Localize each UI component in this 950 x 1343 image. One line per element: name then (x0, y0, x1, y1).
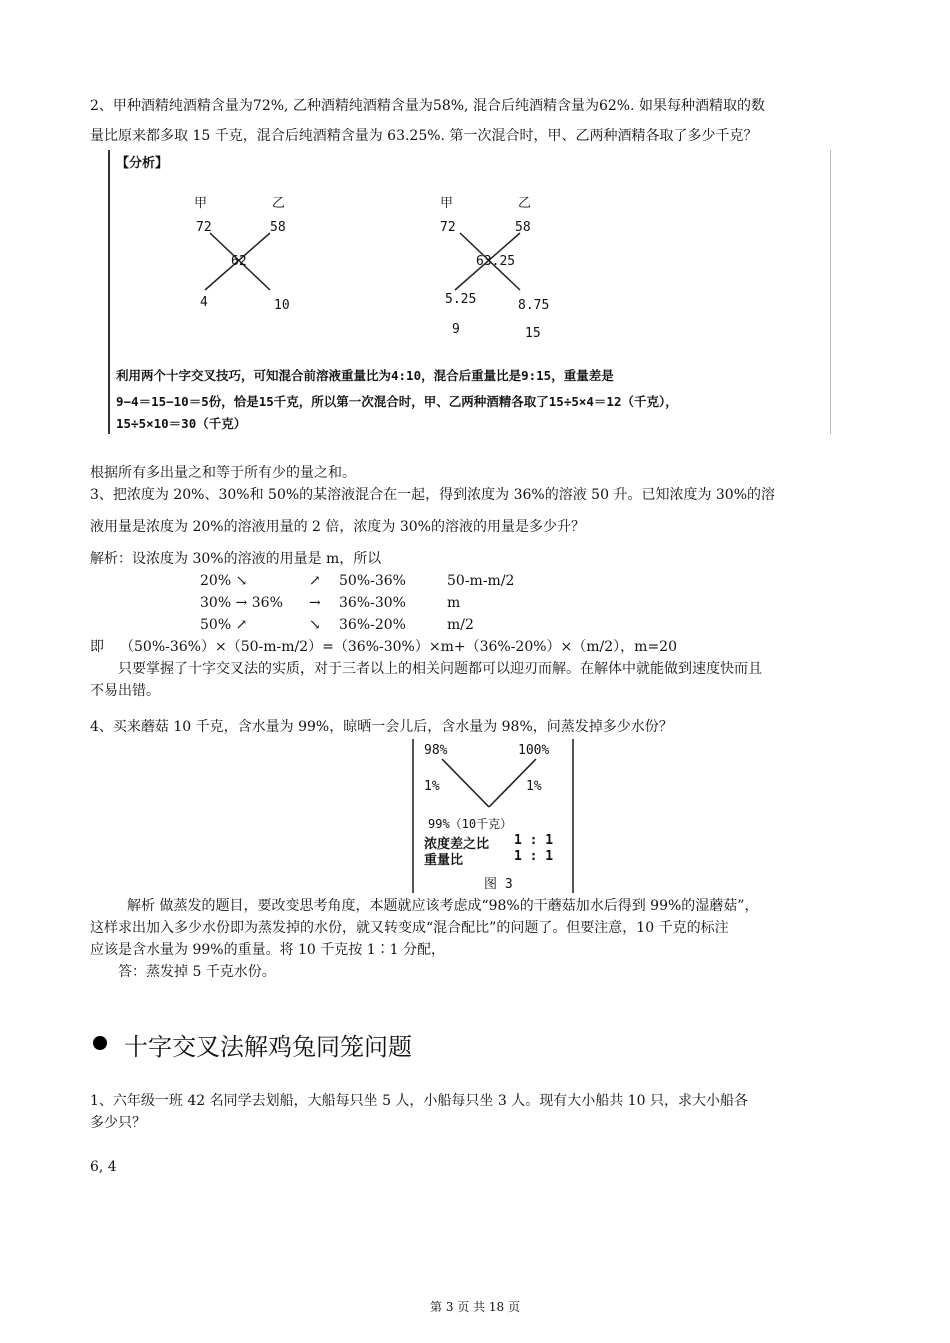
cross-diagram (110, 150, 830, 350)
analysis-text3: 15÷5×10＝30（千克） (116, 416, 247, 431)
q5-line2: 多少只？ (90, 1115, 146, 1131)
fig3-ratio2-label: 重量比 (424, 853, 464, 868)
q4-solution1: 解析 做蒸发的题目，要改变思考角度，本题就应该考虑成“98%的干蘑菇加水后得到 99%的湿蘑菇”， (127, 898, 759, 914)
right-r1: 5.25 (445, 292, 477, 307)
analysis-text2: 9−4＝15−10＝5份，恰是15千克，所以第一次混合时，甲、乙两种酒精各取了15÷5×4＝12（千克）， (116, 394, 678, 409)
q3-row3-b: ↘ (309, 617, 321, 633)
q5-line1: 1、六年级一班 42 名同学去划船，大船每只坐 5 人，小船每只坐 3 人。现有大小船共 10 只，求大小船各 (90, 1093, 748, 1109)
left-yi: 乙 (272, 196, 286, 211)
q3-row2-b: → (309, 595, 321, 611)
q3-row1-c: 50%-36% (339, 573, 406, 589)
q3-row1-a: 20% ↘ (200, 573, 248, 589)
analysis-heading: 【分析】 (116, 156, 169, 171)
q3-eq-prefix: 即 (90, 639, 104, 655)
figure-3 (412, 739, 574, 893)
q3-summary1: 只要掌握了十字交叉法的实质，对于三者以上的相关问题都可以迎刃而解。在解体中就能做到速度快而且 (118, 661, 762, 677)
q3-row3-a: 50% ↗ (200, 617, 248, 633)
q4-solution3: 应该是含水量为 99%的重量。将 10 千克按 1∶1 分配， (90, 942, 445, 958)
left-mid: 62 (231, 254, 247, 269)
section-title: 十字交叉法解鸡兔同笼问题 (124, 1033, 412, 1061)
q3-line2: 液用量是浓度为 20%的溶液用量的 2 倍，浓度为 30%的溶液的用量是多少升？ (90, 519, 585, 535)
left-r1: 4 (200, 295, 208, 310)
v-line (442, 759, 489, 807)
q4-solution2: 这样求出加入多少水份即为蒸发掉的水份，就又转变成“混合配比”的问题了。但要注意，10 千克的标注 (90, 920, 729, 936)
q3-row1-d: 50-m-m/2 (447, 573, 515, 589)
left-b-val: 58 (270, 220, 286, 235)
fig3-caption: 图 3 (484, 877, 513, 892)
q3-solution-intro: 解析：设浓度为 30%的溶液的用量是 m，所以 (90, 551, 382, 567)
q4-answer: 答：蒸发掉 5 千克水份。 (118, 964, 276, 980)
left-r2: 10 (274, 298, 290, 313)
analysis-text1: 利用两个十字交叉技巧，可知混合前溶液重量比为4:10，混合后重量比是9:15，重量差是 (116, 368, 614, 383)
q3-row2-d: m (447, 595, 461, 611)
fig3-center: 99%（10千克） (428, 817, 513, 831)
q3-row2-c: 36%-30% (339, 595, 406, 611)
left-a-val: 72 (196, 220, 212, 235)
q3-row2-a: 30% → 36% (200, 595, 283, 611)
q3-row3-d: m/2 (447, 617, 474, 633)
q2-line1: 2、甲种酒精纯酒精含量为72%, 乙种酒精纯酒精含量为58%, 混合后纯酒精含量为62%. 如果每种酒精取的数 (90, 98, 765, 114)
fig3-ratio2: 1 : 1 (514, 849, 554, 864)
q3-line1: 3、把浓度为 20%、30%和 50%的某溶液混合在一起，得到浓度为 36%的溶液 50 升。已知浓度为 30%的溶 (90, 487, 776, 503)
q3-row3-c: 36%-20% (339, 617, 406, 633)
bullet-icon (93, 1036, 107, 1050)
q4-question: 4、买来蘑菇 10 千克，含水量为 99%，晾晒一会儿后，含水量为 98%，问蒸发掉多少水份？ (90, 719, 673, 735)
fig3-top-right: 100% (518, 743, 550, 758)
right-a-val: 72 (440, 220, 456, 235)
right-r2: 8.75 (518, 298, 550, 313)
right-b-val: 58 (515, 220, 531, 235)
q2-line2: 量比原来都多取 15 千克，混合后纯酒精含量为 63.25%. 第一次混合时，甲、乙两种酒精各取了多少千克？ (90, 128, 758, 144)
right-r4: 15 (525, 326, 541, 341)
fig3-mid-left: 1% (424, 779, 440, 794)
q3-equation: （50%-36%）×（50-m-m/2）=（36%-30%）×m+（36%-20%）×（m/2），m=20 (120, 639, 677, 655)
left-jia: 甲 (194, 196, 208, 211)
right-jia: 甲 (440, 196, 454, 211)
right-mid: 63.25 (476, 254, 516, 269)
fig3-ratio1: 1 : 1 (514, 833, 554, 848)
analysis-figure (108, 150, 831, 434)
q5-answer: 6, 4 (90, 1159, 117, 1175)
fig3-top-left: 98% (424, 743, 448, 758)
right-yi: 乙 (518, 196, 532, 211)
fig3-ratio1-label: 浓度差之比 (424, 837, 490, 852)
q3-row1-b: ↗ (309, 573, 321, 589)
page-footer: 第 3 页 共 18 页 (430, 1300, 520, 1314)
right-r3: 9 (452, 322, 460, 337)
fig3-mid-right: 1% (526, 779, 542, 794)
q3-summary2: 不易出错。 (90, 683, 160, 699)
note-text: 根据所有多出量之和等于所有少的量之和。 (90, 465, 356, 481)
